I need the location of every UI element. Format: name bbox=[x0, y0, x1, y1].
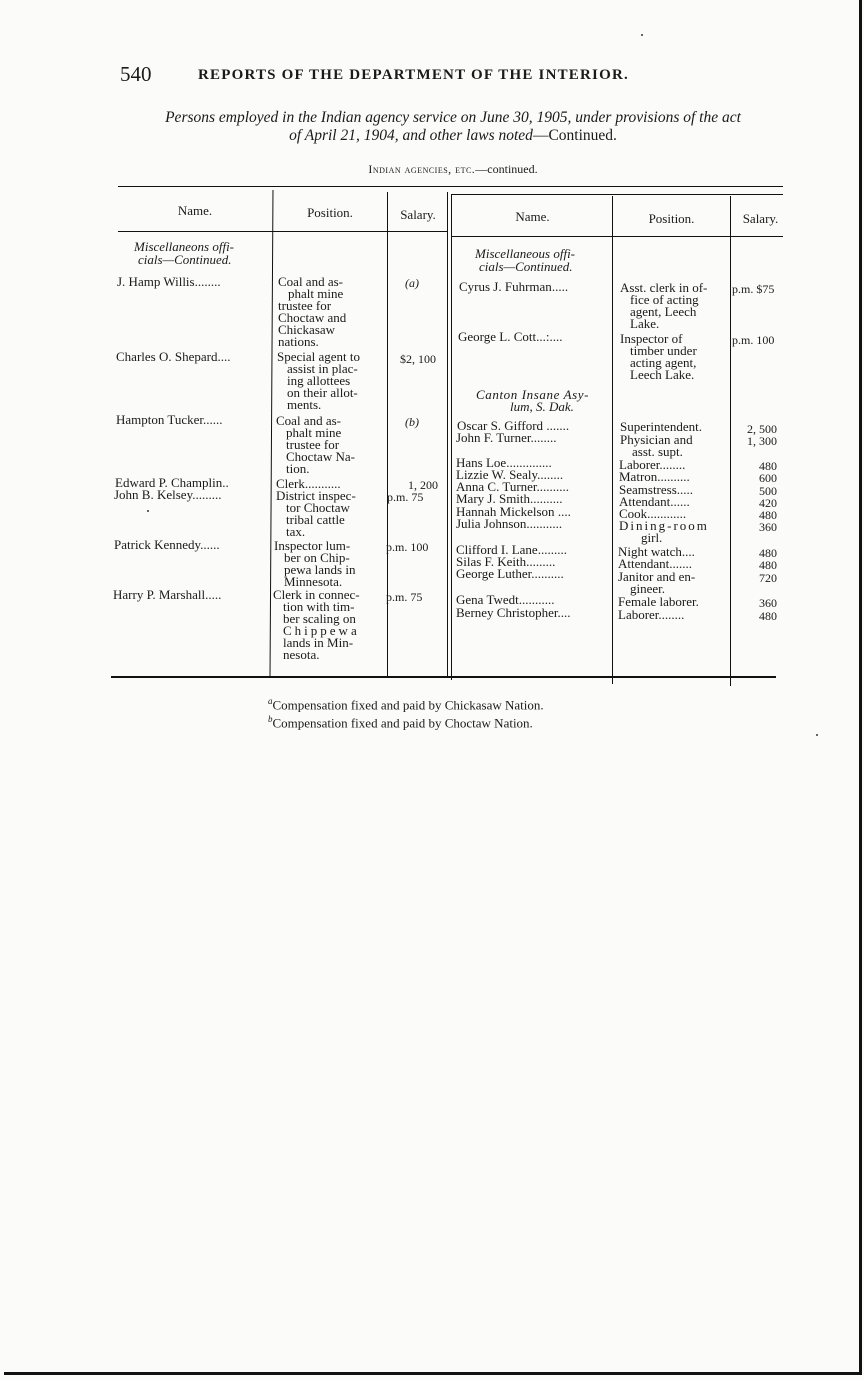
col-head-name-right: Name. bbox=[515, 209, 550, 224]
right-name-b10: George Luther.......... bbox=[456, 566, 564, 581]
left-position-5: Inspector lum- ber on Chip- pewa lands in Minnesota. bbox=[274, 538, 356, 589]
left-salary-1: $2, 100 bbox=[400, 352, 436, 366]
left-position-4: District inspec- tor Choctaw tribal cattle tax. bbox=[276, 488, 356, 539]
subtitle-caps: Indian agencies, etc. bbox=[368, 162, 476, 176]
left-salary-0: (a) bbox=[405, 276, 419, 290]
header-rule-right bbox=[452, 236, 783, 237]
left-name-5: Patrick Kennedy...... bbox=[114, 537, 220, 552]
right-name-b0: Oscar S. Gifford ....... bbox=[457, 418, 570, 433]
right-salary-b10: 720 bbox=[759, 571, 777, 585]
right-salary-b5: 420 bbox=[759, 496, 777, 510]
right-position-1: Inspector of timber under acting agent, Leech Lake. bbox=[620, 331, 697, 382]
subtitle-rest: —continued. bbox=[475, 162, 538, 176]
scan-speck bbox=[816, 734, 818, 736]
title-line-2-italic: of April 21, 1904, and other laws noted bbox=[289, 127, 533, 144]
right-salary-b7: 360 bbox=[759, 520, 777, 534]
right-name-b3: Lizzie W. Sealy........ bbox=[456, 467, 564, 482]
table-top-rule-right bbox=[452, 194, 783, 195]
right-salary-b4: 500 bbox=[759, 484, 777, 498]
right-salary-b2: 480 bbox=[759, 459, 777, 473]
col-divider-right-1 bbox=[612, 196, 613, 684]
right-position-b11: Female laborer. bbox=[618, 594, 699, 609]
col-divider-right-2 bbox=[730, 196, 731, 686]
right-salary-b9: 480 bbox=[759, 558, 777, 572]
left-name-0: J. Hamp Willis........ bbox=[117, 274, 221, 289]
right-salary-b11: 360 bbox=[759, 596, 777, 610]
left-position-0: Coal and as- phalt mine trustee for Choctaw and Chickasaw nations. bbox=[278, 274, 347, 349]
right-name-b4: Anna C. Turner.......... bbox=[456, 479, 570, 494]
right-salary-b0: 2, 500 bbox=[747, 422, 777, 436]
right-section2-heading-1: Canton Insane Asy- bbox=[476, 387, 590, 402]
right-name-b7: Julia Johnson........... bbox=[456, 516, 563, 531]
footnote-a: $^a$Compensation fixed and paid by Chickasaw Nation. bbox=[268, 696, 544, 713]
running-head: REPORTS OF THE DEPARTMENT OF THE INTERIOR. bbox=[198, 67, 629, 83]
right-name-b6: Hannah Mickelson .... bbox=[456, 504, 571, 519]
col-head-position-left: Position. bbox=[307, 205, 353, 220]
left-section-heading-1: Miscellaneons offi- bbox=[134, 239, 235, 254]
left-salary-2: (b) bbox=[405, 415, 419, 429]
right-salary-b8: 480 bbox=[759, 546, 777, 560]
right-name-b11: Gena Twedt........... bbox=[456, 592, 555, 607]
scan-speck bbox=[641, 34, 643, 36]
left-name-1: Charles O. Shepard.... bbox=[116, 349, 231, 364]
right-salary-0: p.m. $75 bbox=[732, 282, 775, 296]
left-salary-3: 1, 200 bbox=[408, 478, 438, 492]
table-bottom-rule bbox=[111, 676, 776, 678]
right-position-b3: Matron.......... bbox=[619, 469, 690, 484]
footnotes bbox=[268, 694, 544, 731]
right-position-b5: Attendant...... bbox=[619, 494, 690, 509]
right-section-heading-1: Miscellaneous offi- bbox=[475, 246, 576, 261]
title-line-1: Persons employed in the Indian agency service on June 30, 1905, under provisions of the act bbox=[165, 109, 741, 126]
right-position-b10: Janitor and en- gineer. bbox=[618, 569, 696, 596]
table-top-rule bbox=[118, 186, 783, 187]
right-name-b1: John F. Turner........ bbox=[456, 430, 557, 445]
right-salary-1: p.m. 100 bbox=[732, 333, 775, 347]
col-head-position-right: Position. bbox=[648, 211, 695, 226]
right-name-0: Cyrus J. Fuhrman..... bbox=[459, 279, 569, 294]
footnote-b: $^b$Compensation fixed and paid by Choctaw Nation. bbox=[268, 714, 533, 731]
center-double-2 bbox=[451, 194, 452, 680]
right-name-b8: Clifford I. Lane......... bbox=[456, 542, 567, 557]
right-salary-b3: 600 bbox=[759, 471, 777, 485]
right-name-b5: Mary J. Smith.......... bbox=[456, 491, 563, 506]
right-position-b4: Seamstress..... bbox=[619, 482, 694, 497]
right-position-b12: Laborer........ bbox=[618, 607, 685, 622]
right-position-0: Asst. clerk in of- fice of acting agent, Leech Lake. bbox=[620, 280, 708, 331]
right-position-b1: Physician and asst. supt. bbox=[620, 432, 693, 459]
title-line-2 bbox=[118, 127, 788, 145]
table-subtitle bbox=[118, 162, 788, 177]
left-position-6: Clerk in connec- tion with tim- ber scaling on Chippewa lands in Min- nesota. bbox=[273, 587, 360, 662]
col-head-name-left: Name. bbox=[177, 203, 213, 218]
center-double-1 bbox=[447, 192, 448, 676]
left-name-3: Edward P. Champlin.. bbox=[115, 475, 229, 490]
left-name-2: Hampton Tucker...... bbox=[116, 412, 223, 427]
right-section-heading-2: cials—Continued. bbox=[479, 259, 573, 274]
col-head-salary-left: Salary. bbox=[400, 207, 436, 222]
header-rule-left bbox=[118, 231, 447, 232]
left-name-4: John B. Kelsey......... bbox=[114, 487, 222, 502]
left-section-heading-2: cials—Continued. bbox=[138, 252, 232, 267]
scan-speck bbox=[147, 510, 149, 512]
right-position-b8: Night watch.... bbox=[618, 544, 695, 559]
right-name-b12: Berney Christopher.... bbox=[456, 605, 571, 620]
left-name-6: Harry P. Marshall..... bbox=[113, 587, 222, 602]
right-position-b6: Cook............ bbox=[619, 506, 687, 521]
right-salary-b6: 480 bbox=[759, 508, 777, 522]
page-number: 540 bbox=[120, 62, 152, 86]
right-position-b9: Attendant....... bbox=[618, 556, 693, 571]
right-position-b0: Superintendent. bbox=[620, 419, 702, 434]
col-head-salary-right: Salary. bbox=[742, 211, 779, 226]
right-section2-heading-2: lum, S. Dak. bbox=[510, 399, 574, 414]
left-position-2: Coal and as- phalt mine trustee for Choctaw Na- tion. bbox=[276, 413, 355, 476]
left-position-1: Special agent to assist in plac- ing allottees on their allot- ments. bbox=[277, 349, 361, 412]
right-salary-b12: 480 bbox=[759, 609, 777, 623]
left-position-3: Clerk........... bbox=[276, 476, 341, 491]
right-name-b2: Hans Loe.............. bbox=[456, 455, 552, 470]
right-position-b7: Dining-room girl. bbox=[619, 518, 709, 545]
table-title bbox=[118, 109, 788, 145]
right-name-1: George L. Cott...:.... bbox=[458, 329, 563, 344]
right-position-b2: Laborer........ bbox=[619, 457, 686, 472]
left-salary-5: p.m. 100 bbox=[386, 540, 429, 554]
page-header bbox=[120, 62, 720, 92]
right-salary-b1: 1, 300 bbox=[747, 434, 777, 448]
left-salary-4: p.m. 75 bbox=[387, 490, 424, 504]
title-line-2-suffix: —Continued. bbox=[532, 127, 617, 144]
right-name-b9: Silas F. Keith......... bbox=[456, 554, 556, 569]
left-salary-6: p.m. 75 bbox=[386, 590, 423, 604]
